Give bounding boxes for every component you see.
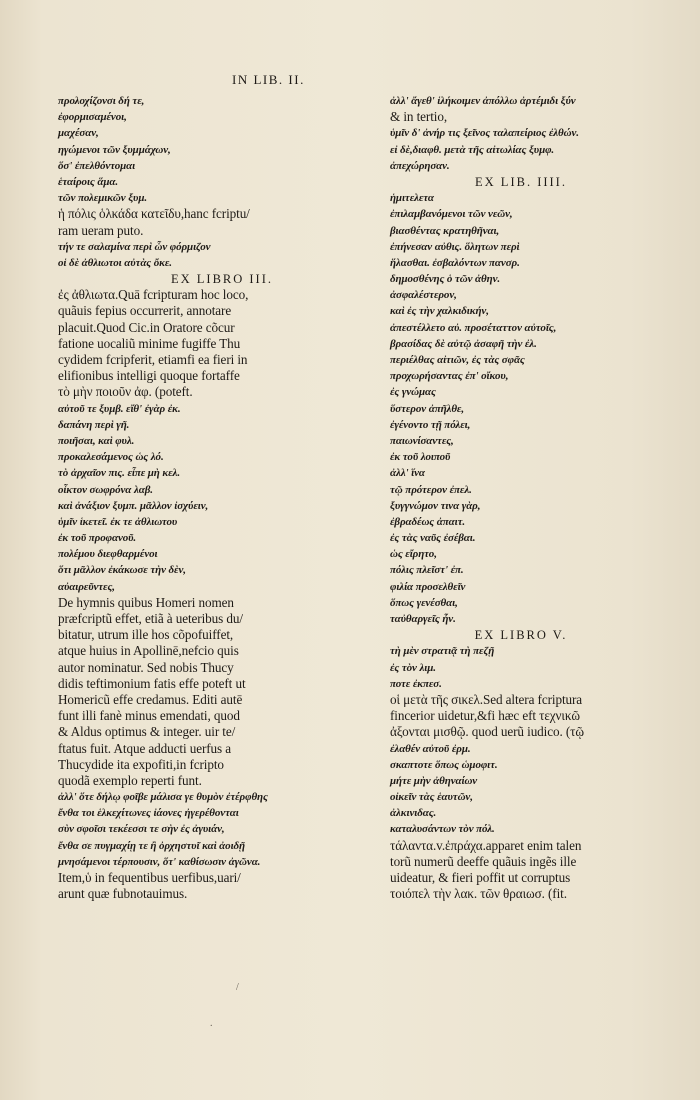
text-line: ὅσ' ἐπελθόντομαι	[58, 159, 136, 172]
text-line: arunt quæ fubnotauimus.	[58, 886, 188, 902]
text-line: δημοσθένης ὁ τῶν ἀθην.	[390, 273, 500, 286]
text-line: τὴ μὲν στρατιᾷ τὴ πεζῇ	[390, 645, 495, 658]
text-line: καὶ ἀνάξιον ξυμπ. μᾶλλον ἰσχύειν,	[58, 499, 209, 512]
text-line: μήτε μὴν ἀθηναίων	[390, 774, 478, 787]
text-line: αὐαιρεῦντες,	[58, 580, 115, 593]
text-line: ἀλλ' ἵνα	[390, 467, 425, 480]
text-line: Item,ὑ in fequentibus uerfibus,uari/	[58, 870, 241, 885]
text-line: οἱ μετὰ τῆς σικελ.Sed altera fcriptura	[390, 691, 583, 707]
text-line: ποιῆσαι, καὶ φυλ.	[58, 434, 135, 447]
text-line: ἐπήνεσαν αὐθις. ὅλητων περὶ	[390, 240, 520, 253]
text-line: τοιόπελ τὴν λακ. τῶν θραιωσ. (fit.	[390, 886, 567, 902]
text-line: elifionibus intelligi quoque fortaffe	[58, 368, 240, 384]
text-line: ἔνθα τοι ἑλκεχίτωνες ἰάονες ἠγερέθονται	[58, 807, 239, 820]
text-line: cydidem fcripferit, etiamfi ea fieri in	[58, 352, 248, 367]
text-line: ftatus fuit. Atque adducti uerfus a	[58, 740, 232, 756]
text-line: πολέμου διεφθαρμένοι	[58, 548, 158, 561]
text-line: ἡμιτελετα	[390, 192, 434, 205]
text-line: καταλυσάντων τὸν πόλ.	[390, 823, 495, 836]
text-line: præfcriptũ effet, etiã à ueteribus du/	[58, 611, 243, 626]
text-line: ταὐθαργεῖς ἦν.	[390, 613, 456, 625]
text-line: didis teftimonium fatis effe poteft ut	[58, 675, 246, 691]
text-line: ἥλασθαι. ἐσβαλόντων πανσρ.	[390, 256, 520, 269]
text-line: & Aldus optimus & integer. uir te/	[58, 724, 236, 740]
text-line: uideatur, & fieri poffit ut corruptus	[390, 870, 571, 885]
text-line: τὸ μὴν ποιοῦν ἀφ. (poteft.	[58, 384, 193, 400]
text-line: ram ueram puto.	[58, 222, 144, 238]
left-column	[58, 93, 386, 902]
text-line: προλοχίζονσι δή τε,	[58, 95, 145, 107]
section-heading: EX LIBRO III.	[170, 272, 274, 287]
text-line: ὅπως γενέσθαι,	[390, 596, 458, 609]
text-line: προχωρήσαντας ἐπ' οἴκου,	[390, 370, 509, 383]
text-line: σὺν σφοῖσι τεκέεσσι τε σὴν ἐς ἀγυιάν,	[58, 823, 225, 836]
ink-speck: /	[236, 982, 239, 993]
text-line: Homericũ effe credamus. Editi autē	[58, 691, 243, 707]
text-line: quãuis fepius occurrerit, annotare	[58, 303, 232, 319]
text-line: οἱ δὲ ἀθλιωτοι αὐτὰς ὄκε.	[58, 256, 172, 269]
text-line: ὅτι μᾶλλον ἐκάκωσε τὴν δὲν,	[58, 564, 186, 577]
text-line: σκαπτοτε ὅπως ὡμοφιτ.	[390, 758, 498, 771]
text-line: ὕστερον ἀπῆλθε,	[390, 402, 464, 415]
text-line: Thucydide ita expofiti,in fcripto	[58, 756, 224, 772]
text-line: τήν τε σαλαμίνα περὶ ὧν φόρμιζον	[58, 240, 211, 253]
text-line: ἀσφαλέστερον,	[390, 289, 457, 302]
text-line: fincerior uidetur,&fi hæc eft τεχνικῶ	[390, 708, 580, 724]
text-line: ἀλκινιδας.	[390, 807, 437, 820]
text-line: ἀλλ' ὅτε δήλῳ φοῖβε μάλισα γε θυμὸν ἐτέρφθης	[58, 791, 268, 804]
section-heading: EX LIB. IIII.	[475, 174, 567, 189]
text-line: ἐβραδέως ἀπαιτ.	[390, 515, 466, 528]
text-line: παιωνίσαντες,	[390, 434, 454, 447]
text-line: εἰ δὲ,διαφθ. μετὰ τῆς αἰτωλίας ξυμφ.	[390, 143, 555, 156]
text-line: ἐλαθέν αὐτοῦ ἐρμ.	[390, 742, 471, 755]
text-line: ἐς ἀθλιωτα.Quā fcripturam hoc loco,	[58, 287, 249, 303]
text-line: torũ numerũ deeffe quãuis ingẽs ille	[390, 853, 577, 869]
text-line: αὐτοῦ τε ξυμβ. εἴθ' ἐγὰρ ἐκ.	[58, 402, 181, 415]
text-line: placuit.Quod Cic.in Oratore cõcur	[58, 319, 235, 335]
text-line: μαχέσαν,	[58, 127, 99, 140]
text-line: ἀλλ' ἄγεθ' ἱλήκοιμεν ἀπόλλω ἀρτέμιδι ξύν	[390, 95, 576, 107]
text-line: φιλία προσελθεῖν	[390, 580, 466, 593]
text-line: τὸ ἀρχαῖον πις. εἶπε μὴ κελ.	[58, 467, 180, 480]
text-line: οἰκεῖν τὰς ἑαυτῶν,	[390, 791, 473, 804]
text-line: μνησάμενοι τέρπουσιν, ὅτ' καθίσωσιν ἀγῶνα.	[58, 855, 261, 868]
text-line: ηγώμενοι τῶν ξυμμάχων,	[58, 143, 171, 156]
text-line: ξυγγνώμον τινα γὰρ,	[390, 499, 481, 512]
text-line: ὡς εἴρητο,	[390, 548, 437, 561]
text-line: ἀπεστέλλετο αὐ. προσέταττον αὐτοῖς,	[390, 321, 557, 334]
text-line: προκαλεσάμενος ὡς λό.	[58, 451, 164, 464]
section-heading: EX LIBRO V.	[474, 628, 568, 643]
text-line: funt illi fanè minus emendati, quod	[58, 708, 240, 724]
right-column	[390, 93, 652, 902]
text-line: ἑταίροις ἅμα.	[58, 175, 118, 188]
text-line: ἐς γνώμας	[390, 386, 436, 399]
text-line: quodã exemplo reperti funt.	[58, 772, 202, 788]
text-line: ὑμῖν δ' ἀνήρ τις ξεῖνος ταλαπείριος ἐλθών.	[390, 127, 579, 140]
text-line: bitatur, utrum ille hos cõpofuiffet,	[58, 627, 234, 643]
text-line: τάλαντα.v.ἐπράχα.apparet enim talen	[390, 837, 582, 853]
text-line: βιασθέντας κρατηθῆναι,	[390, 224, 500, 237]
text-line: ποτε ἐκπεσ.	[390, 677, 442, 690]
text-line: atque huius in Apollinē,nefcio quis	[58, 643, 239, 659]
text-line: ἐκ τοῦ προφανοῦ.	[58, 532, 137, 545]
text-line: τῷ πρότερον ἐπελ.	[390, 483, 472, 496]
text-line: ἐγένοντο τῇ πόλει,	[390, 418, 471, 431]
text-line: ἐκ τοῦ λοιποῦ	[390, 451, 451, 464]
text-line: ἐς τὸν λιμ.	[390, 661, 436, 674]
text-line: autor nominatur. Sed nobis Thucy	[58, 659, 234, 675]
text-line: ἔνθα σε πυγμαχίῃ τε ἢ ὀρχηστυῖ καὶ ἀοιδῇ	[58, 839, 245, 852]
text-line: ἀπεχώρησαν.	[390, 159, 450, 172]
text-line: & in tertio,	[390, 109, 448, 125]
text-line: ἐπιλαμβανόμενοι τῶν νεῶν,	[390, 208, 513, 221]
text-line: καὶ ἐς τὴν χαλκιδικήν,	[390, 305, 489, 318]
text-line: ὑμῖν ἱκετεῖ. ἐκ τε ἀθλιωτου	[58, 515, 178, 528]
text-line: De hymnis quibus Homeri nomen	[58, 594, 234, 610]
text-line: fatione uocaliũ minime fugiffe Thu	[58, 335, 241, 351]
text-line: ἐς τὰς ναῦς ἐσέβαι.	[390, 532, 476, 545]
text-line: οἶκτον σωφρόνα λαβ.	[58, 483, 153, 496]
text-line: βρασίδας δὲ αὐτῷ ἀσαφῆ τὴν ἐλ.	[390, 337, 537, 350]
text-line: ἐφορμισαμένοι,	[58, 111, 127, 124]
text-line: πόλις πλεῖστ' ἐπ.	[390, 564, 464, 577]
running-head: IN LIB. II.	[232, 72, 305, 87]
text-line: ἡ πόλις ὁλκάδα κατεῖδυ,hanc fcriptu/	[58, 206, 250, 222]
text-line: ἀξονται μισθῷ. quod uerũ iudico. (τῷ	[390, 724, 584, 740]
text-line: τῶν πολεμικῶν ξυμ.	[58, 192, 147, 205]
text-line: περιέλθας αἰτιῶν, ἐς τὰς σφᾶς	[390, 354, 525, 366]
ink-speck: .	[210, 1018, 213, 1029]
text-line: δαπάνη περὶ γῆ.	[58, 418, 130, 431]
